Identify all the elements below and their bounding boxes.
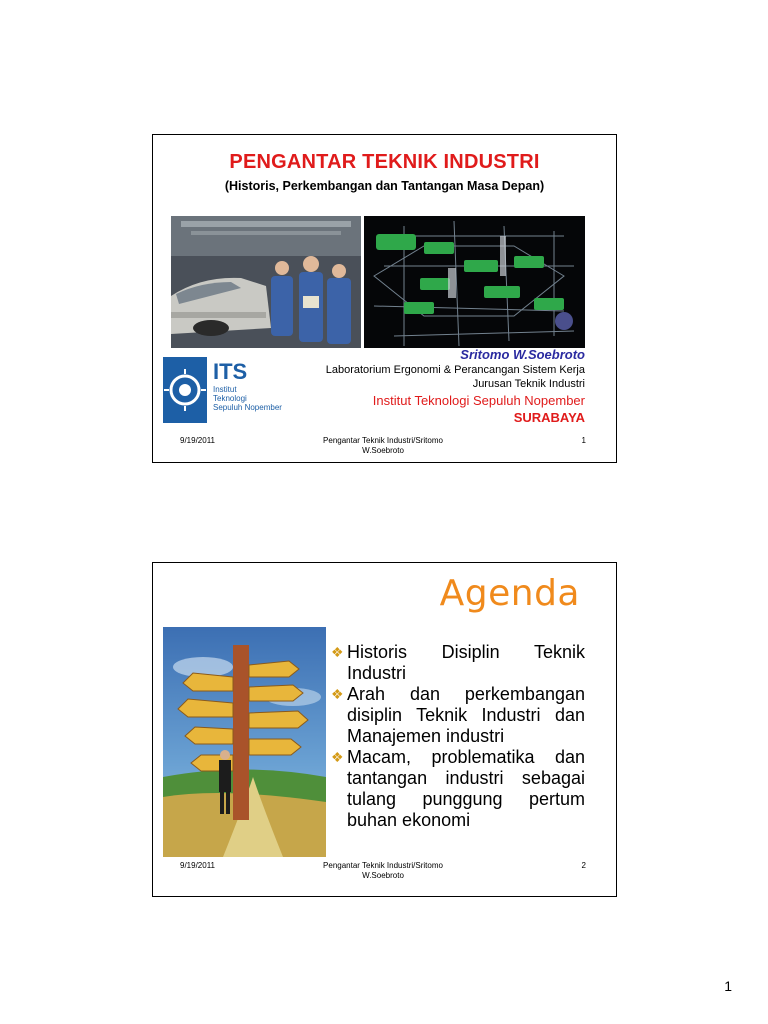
diamond-bullet-icon: ❖ <box>331 686 344 702</box>
its-logo-line3: Sepuluh Nopember <box>213 403 282 412</box>
agenda-item <box>331 684 585 747</box>
footer-title-line1: Pengantar Teknik Industri/Sritomo <box>323 861 443 870</box>
diamond-bullet-icon: ❖ <box>331 644 344 660</box>
slide-title: Agenda <box>439 573 580 614</box>
institute-name: Institut Teknologi Sepuluh Nopember <box>372 393 585 408</box>
department-name: Jurusan Teknik Industri <box>472 378 585 390</box>
agenda-item-text: Arah dan perkembangan disiplin Teknik Industri dan Manajemen industri <box>347 684 585 746</box>
signpost-illustration <box>163 627 326 857</box>
agenda-item-text: Historis Disiplin Teknik Industri <box>347 642 585 683</box>
lab-name: Laboratorium Ergonomi & Perancangan Sistem Kerja <box>325 364 585 376</box>
slide-title: PENGANTAR TEKNIK INDUSTRI <box>229 151 540 173</box>
its-logo-line2: Teknologi <box>213 394 247 403</box>
footer-title-line2: W.Soebroto <box>362 871 404 880</box>
its-logo-abbr: ITS <box>213 359 248 384</box>
agenda-item-text: Macam, problematika dan tantangan industri sebagai tulang punggung pertum buhan ekonomi <box>347 747 585 830</box>
author-name: Sritomo W.Soebroto <box>460 347 585 362</box>
agenda-item <box>331 747 585 831</box>
footer-slide-number: 1 <box>581 436 586 445</box>
slide-2 <box>152 562 617 897</box>
footer-title <box>303 436 463 456</box>
footer-slide-number: 2 <box>581 861 586 870</box>
footer-title <box>303 861 463 881</box>
footer-date: 9/19/2011 <box>180 861 215 870</box>
its-logo <box>163 357 283 423</box>
city-name: SURABAYA <box>513 410 585 425</box>
footer-date: 9/19/2011 <box>180 436 215 445</box>
agenda-list <box>331 642 585 831</box>
factory-photo <box>171 216 361 348</box>
cad-render-image <box>364 216 585 348</box>
slide-1 <box>152 134 617 463</box>
its-logo-line1: Institut <box>213 385 237 394</box>
footer-title-line2: W.Soebroto <box>362 446 404 455</box>
page-number: 1 <box>724 978 732 994</box>
footer-title-line1: Pengantar Teknik Industri/Sritomo <box>323 436 443 445</box>
agenda-item <box>331 642 585 684</box>
slide-subtitle: (Historis, Perkembangan dan Tantangan Masa Depan) <box>224 179 545 193</box>
diamond-bullet-icon: ❖ <box>331 749 344 765</box>
